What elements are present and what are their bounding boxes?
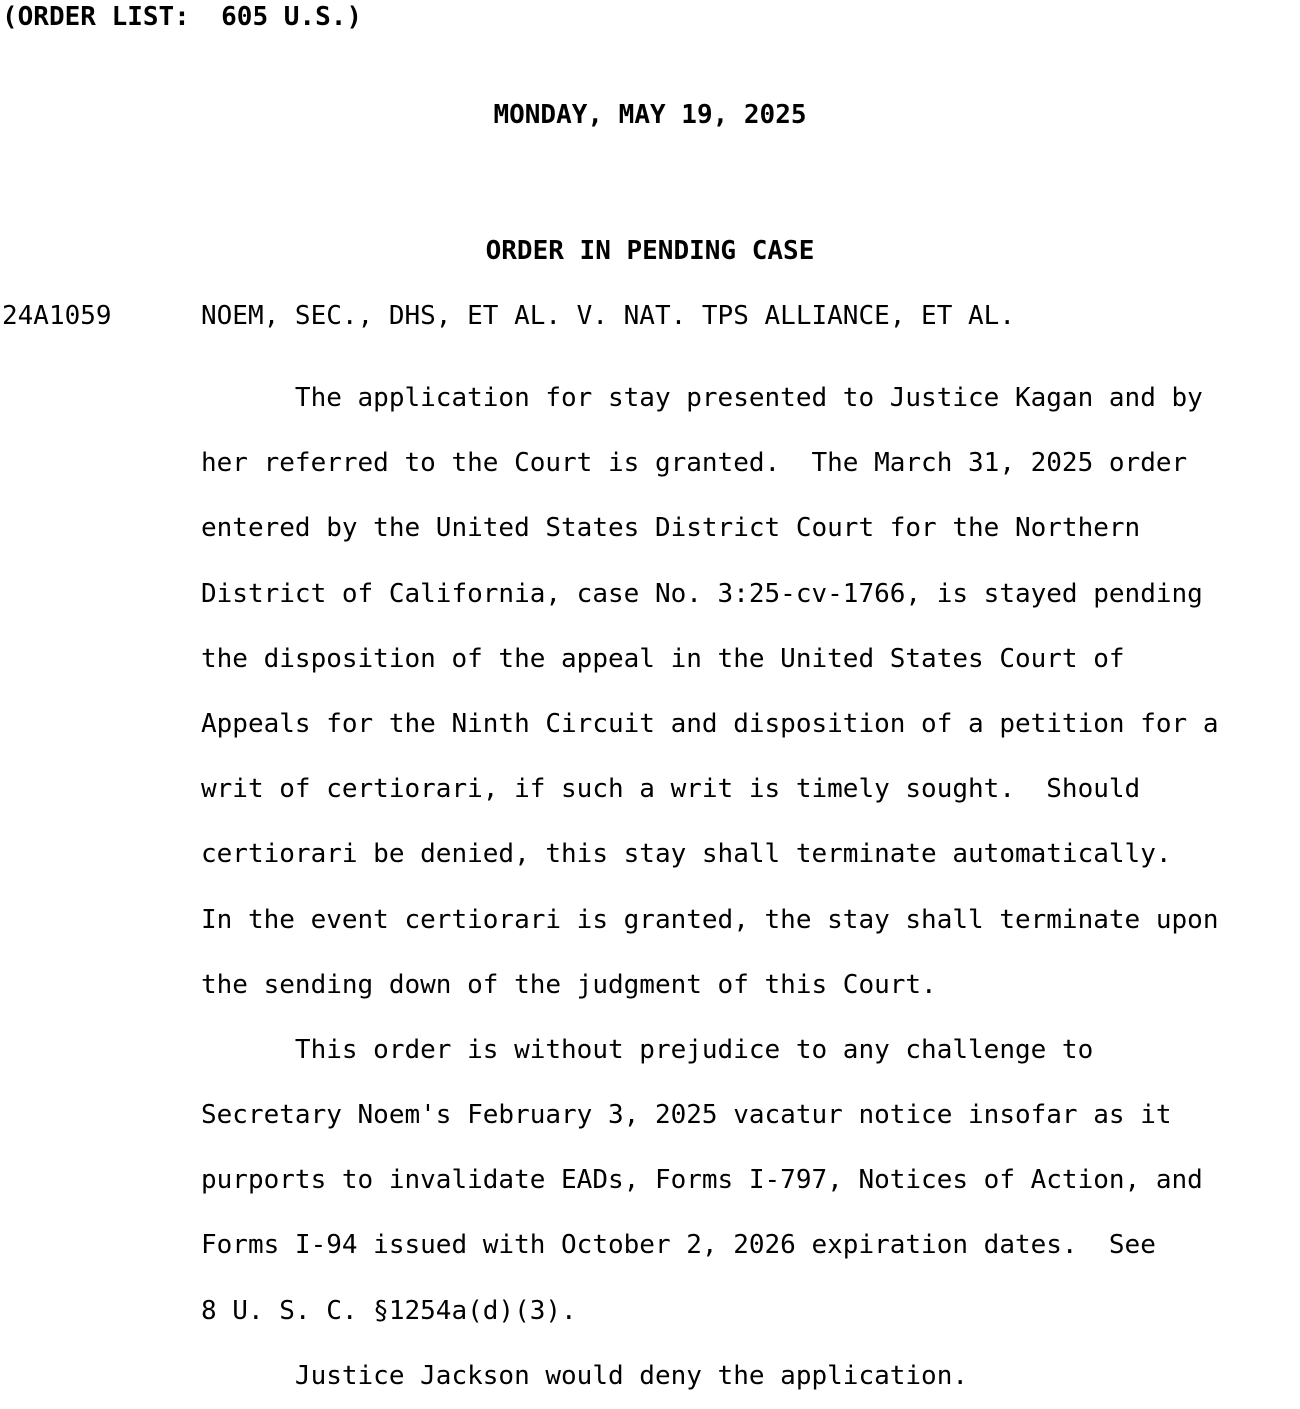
body-line: the disposition of the appeal in the United States Court of — [201, 643, 1125, 674]
body-line: the sending down of the judgment of this Court. — [201, 969, 937, 1000]
body-line: Forms I-94 issued with October 2, 2026 expiration dates. See — [201, 1230, 1156, 1261]
order-list-header: (ORDER LIST: 605 U.S.) — [2, 2, 363, 32]
docket-number: 24A1059 — [2, 301, 112, 331]
body-line: The application for stay presented to Justice Kagan and by — [201, 383, 1203, 413]
body-line: Secretary Noem's February 3, 2025 vacatur notice insofar as it — [201, 1100, 1172, 1131]
body-line: writ of certiorari, if such a writ is timely sought. Should — [201, 774, 1141, 805]
body-line: Justice Jackson would deny the application. — [201, 1360, 969, 1391]
body-line: her referred to the Court is granted. The March 31, 2025 order — [201, 448, 1188, 479]
body-line: Appeals for the Ninth Circuit and disposition of a petition for a — [201, 708, 1219, 739]
section-title: ORDER IN PENDING CASE — [485, 236, 815, 266]
body-line: purports to invalidate EADs, Forms I-797, Notices of Action, and — [201, 1165, 1203, 1196]
body-line: entered by the United States District Court for the Northern — [201, 513, 1141, 544]
case-caption: NOEM, SEC., DHS, ET AL. V. NAT. TPS ALLIANCE, ET AL. — [201, 301, 1015, 331]
body-line: District of California, case No. 3:25-cv-1766, is stayed pending — [201, 578, 1203, 609]
order-date: MONDAY, MAY 19, 2025 — [493, 100, 807, 130]
body-line: certiorari be denied, this stay shall terminate automatically. — [201, 839, 1172, 870]
body-line: 8 U. S. C. §1254a(d)(3). — [201, 1295, 577, 1326]
body-line: This order is without prejudice to any challenge to — [201, 1034, 1094, 1065]
body-line: In the event certiorari is granted, the stay shall terminate upon — [201, 904, 1219, 935]
order-body — [201, 366, 1300, 1409]
